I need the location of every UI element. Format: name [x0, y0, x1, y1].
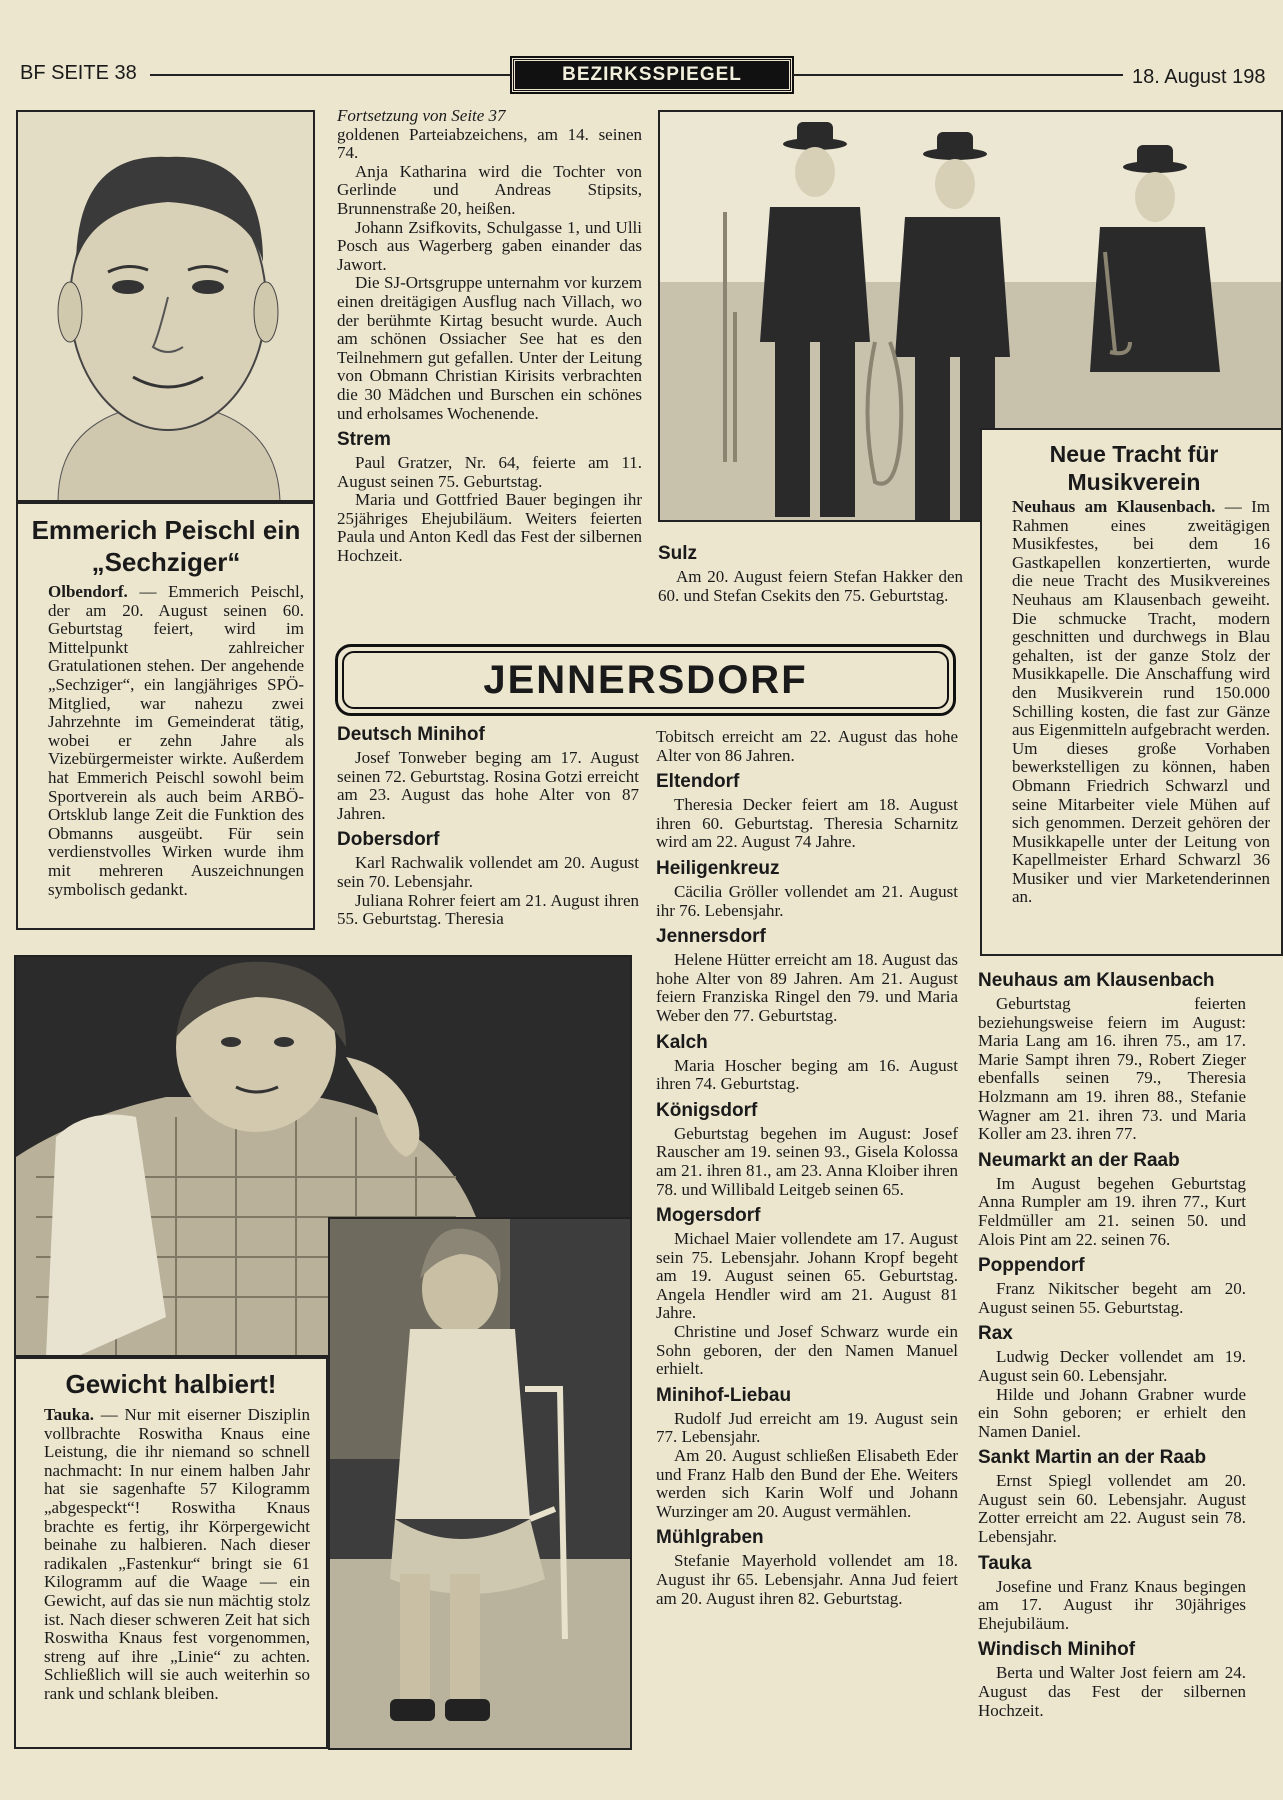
column-b — [656, 728, 958, 1608]
heading-deutsch-minihof: Deutsch Minihof — [337, 724, 485, 745]
headline-tracht: Neue Tracht für Musikverein — [1049, 441, 1219, 495]
heading-neumarkt: Neumarkt an der Raab — [978, 1149, 1180, 1171]
dateline: Olbendorf. — [48, 582, 128, 601]
body-text: — Emmerich Peischl, der am 20. August seinen 60. Geburtstag feiert, wird im Mittelpunkt zahlreicher Gratulationen stehen. Der angehende „Sechziger“, ein langjähriges SPÖ-Mitglied, war nahezu zwei Jahrzehnte im Gemeinderat tätig, wobei er zehn Jahre als Vizebürgermeister wirkte. Außerdem hat Emmerich Peischl sowohl beim Sportverein als auch beim ARBÖ-Ortsklub lange Zeit die Funktion des Obmanns ausgeübt. Für sein verdienstvolles Wirken wurde ihm mit mehreren Auszeichnungen symbolisch gedankt. — [48, 582, 304, 899]
heading-jennersdorf: Jennersdorf — [656, 926, 766, 948]
paragraph: Berta und Walter Jost feiern am 24. August das Fest der silbernen Hochzeit. — [978, 1663, 1246, 1720]
section-title: BEZIRKSSPIEGEL — [562, 64, 742, 85]
paragraph: Ludwig Decker vollendet am 19. August sein 60. Lebensjahr. — [978, 1347, 1246, 1385]
heading-tauka: Tauka — [978, 1552, 1032, 1574]
paragraph: Tobitsch erreicht am 22. August das hohe Alter von 86 Jahren. — [656, 727, 958, 765]
paragraph: Maria und Gottfried Bauer begingen ihr 25jähriges Ehejubiläum. Weiters feierten Paula und Anton Kedl das Fest der silbernen Hochzeit. — [337, 490, 642, 566]
paragraph: Cäcilia Gröller vollendet am 21. August ihr 76. Lebensjahr. — [656, 881, 958, 920]
paragraph: Josefine und Franz Knaus begingen am 17. August ihr 30jähriges Ehejubiläum. — [978, 1576, 1246, 1633]
heading-strem: Strem — [337, 429, 391, 451]
paragraph: Johann Zsifkovits, Schulgasse 1, und Ulli Posch aus Wagerberg gaben einander das Jawort. — [337, 217, 642, 274]
column-a — [337, 724, 639, 929]
paragraph: Geburtstag feierten beziehungsweise feiern im August: Maria Lang am 16. ihren 75., am 17. Marie Sampt ihren 79., Robert Zieger ebenfalls seinen 79., Theresia Holzmann am 19. ihren 88., Stefanie Wagner am 21. ihren 73. und Maria Koller am 23. ihren 77. — [978, 994, 1246, 1144]
region-title: JENNERSDORF — [483, 657, 808, 702]
paragraph: Theresia Decker feiert am 18. August ihren 60. Geburtstag. Theresia Scharnitz wird am 22. August 74 Jahre. — [656, 795, 958, 852]
section-label — [512, 58, 792, 92]
heading-sulz: Sulz — [658, 543, 698, 564]
paragraph: goldenen Parteiabzeichens, am 14. seinen 74. — [337, 124, 642, 163]
article-text-gewicht — [44, 1406, 310, 1704]
paragraph: Maria Hoscher beging am 16. August ihren 74. Geburtstag. — [656, 1055, 958, 1094]
region-banner-jennersdorf — [335, 644, 956, 716]
paragraph: Paul Gratzer, Nr. 64, feierte am 11. August seinen 75. Geburtstag. — [337, 453, 642, 491]
paragraph: Juliana Rohrer feiert am 21. August ihren 55. Geburtstag. Theresia — [337, 890, 639, 929]
portrait-photo-peischl — [16, 110, 315, 502]
heading-mogersdorf: Mogersdorf — [656, 1205, 761, 1227]
heading-muehlgraben: Mühlgraben — [656, 1527, 764, 1549]
section-sulz — [658, 543, 963, 605]
heading-sankt-martin: Sankt Martin an der Raab — [978, 1447, 1207, 1469]
paragraph: Ernst Spiegl vollendet am 20. August sein 60. Lebensjahr. August Zotter erreicht am 22. August sein 78. Lebensjahr. — [978, 1471, 1246, 1547]
article-text-tracht — [1012, 498, 1270, 907]
paragraph: Am 20. August schließen Elisabeth Eder und Franz Halb den Bund der Ehe. Weiters werden sich Karin Wolf und Johann Wurzinger am 20. August vermählen. — [656, 1446, 958, 1521]
column-continued — [337, 107, 642, 566]
heading-neuhaus: Neuhaus am Klausenbach — [978, 970, 1215, 991]
paragraph: Am 20. August feiern Stefan Hakker den 60. und Stefan Csekits den 75. Geburtstag. — [658, 567, 963, 605]
heading-dobersdorf: Dobersdorf — [337, 829, 440, 851]
headline-gewicht: Gewicht halbiert! — [65, 1369, 277, 1399]
heading-minihof-liebau: Minihof-Liebau — [656, 1384, 792, 1406]
heading-poppendorf: Poppendorf — [978, 1255, 1085, 1277]
issue-date: 18. August 198 — [1132, 66, 1266, 88]
body-text: — Im Rahmen eines zweitägigen Musikfestes, bei dem 16 Gastkapellen konzertierten, wurde die neue Tracht des Musikvereines Neuhaus am Klausenbach geweiht. Die schmucke Tracht, modern geschnitten und durchwegs in Blau gehalten, ist der ganze Stolz der Musikkapelle. Die Anschaffung wird den Musikverein rund 150.000 Schilling kosten, die fast zur Gänze aus Eigenmitteln aufgebracht werden. Um dieses große Vorhaben bewerkstelligen zu können, haben Obmann Friedrich Schwarzl und seine Mitarbeiter viele Mühen auf sich genommen. Derzeit gehören der Musikkapelle unter der Leitung von Kapellmeister Erhard Schwarzl 36 Musiker und vier Marketenderinnen an. — [1012, 497, 1271, 907]
paragraph: Michael Maier vollendete am 17. August sein 75. Lebensjahr. Johann Kropf begeht am 19. August seinen 65. Geburtstag. Angela Hendler wird am 21. August 81 Jahre. — [656, 1229, 958, 1323]
headline-peischl: Emmerich Peischl ein „Sechziger“ — [31, 515, 301, 577]
paragraph: Im August begehen Geburtstag Anna Rumpler am 19. ihren 77., Kurt Feldmüller am 21. seinen 50. und Alois Pint am 22. seinen 76. — [978, 1173, 1246, 1249]
photo-after — [328, 1217, 632, 1750]
paragraph: Hilde und Johann Grabner wurde ein Sohn geboren; er erhielt den Namen Daniel. — [978, 1384, 1246, 1441]
paragraph: Rudolf Jud erreicht am 19. August sein 77. Lebensjahr. — [656, 1408, 958, 1447]
heading-windisch-minihof: Windisch Minihof — [978, 1639, 1136, 1661]
header-rule-right — [793, 74, 1123, 76]
heading-koenigsdorf: Königsdorf — [656, 1099, 758, 1121]
paragraph: Josef Tonweber beging am 17. August seinen 72. Geburtstag. Rosina Gotzi erreicht am 23. August das hohe Alter von 87 Jahren. — [337, 748, 639, 823]
body-text: — Nur mit eiserner Disziplin vollbrachte Roswitha Knaus eine Leistung, die ihr niemand so schnell nachmacht: In nur einem halben Jahr hat sie sagenhafte 57 Kilogramm „abgespeckt“! Roswitha Knaus brachte es fertig, ihr Körpergewicht beinahe zu halbieren. Nach dieser radikalen „Fastenkur“ bringt sie 61 Kilogramm auf die Waage — ein Gewicht, auf das sie nun mächtig stolz ist. Nach dieser schweren Zeit hat sich Roswitha Knaus fest vorgenommen, streng auf ihre „Linie“ zu achten. Schließlich will sie auch weiterhin so rank und schlank bleiben. — [44, 1405, 310, 1703]
paragraph: Stefanie Mayerhold vollendet am 18. August ihr 65. Lebensjahr. Anna Jud feiert am 20. August ihren 82. Geburtstag. — [656, 1551, 958, 1608]
paragraph: Die SJ-Ortsgruppe unternahm vor kurzem einen dreitägigen Ausflug nach Villach, wo der berühmte Kirtag besucht wurde. Auch am schönen Ossiacher See hat es den Teilnehmern gut gefallen. Unter der Leitung von Obmann Christian Kirisits verbrachten die 30 Mädchen und Burschen ein schönes und erholsames Wochenende. — [337, 273, 642, 423]
paragraph: Helene Hütter erreicht am 18. August das hohe Alter von 89 Jahren. Am 21. August feiern Franziska Ringel den 79. und Maria Weber den 77. Geburtstag. — [656, 950, 958, 1025]
heading-heiligenkreuz: Heiligenkreuz — [656, 857, 780, 879]
paragraph: Geburtstag begehen im August: Josef Rauscher am 19. seinen 93., Gisela Kolossa am 21. ihren 81., am 23. Anna Kloiber ihren 78. und Willibald Leitgeb seinen 65. — [656, 1123, 958, 1199]
paragraph: Anja Katharina wird die Tochter von Gerlinde und Andreas Stipsits, Brunnenstraße 20, heißen. — [337, 161, 642, 218]
dateline: Tauka. — [44, 1405, 94, 1424]
heading-kalch: Kalch — [656, 1031, 708, 1053]
heading-rax: Rax — [978, 1323, 1013, 1345]
page-number: BF SEITE 38 — [20, 62, 137, 84]
column-c — [978, 970, 1246, 1720]
dateline: Neuhaus am Klausenbach. — [1012, 497, 1216, 516]
header-rule-left — [150, 74, 512, 76]
paragraph: Franz Nikitscher begeht am 20. August seinen 55. Geburtstag. — [978, 1279, 1246, 1317]
continued-note: Fortsetzung von Seite 37 — [337, 106, 506, 125]
heading-eltendorf: Eltendorf — [656, 771, 740, 793]
paragraph: Karl Rachwalik vollendet am 20. August sein 70. Lebensjahr. — [337, 853, 639, 891]
article-text-peischl — [48, 583, 304, 899]
paragraph: Christine und Josef Schwarz wurde ein Sohn geboren, der den Namen Manuel erhielt. — [656, 1322, 958, 1379]
